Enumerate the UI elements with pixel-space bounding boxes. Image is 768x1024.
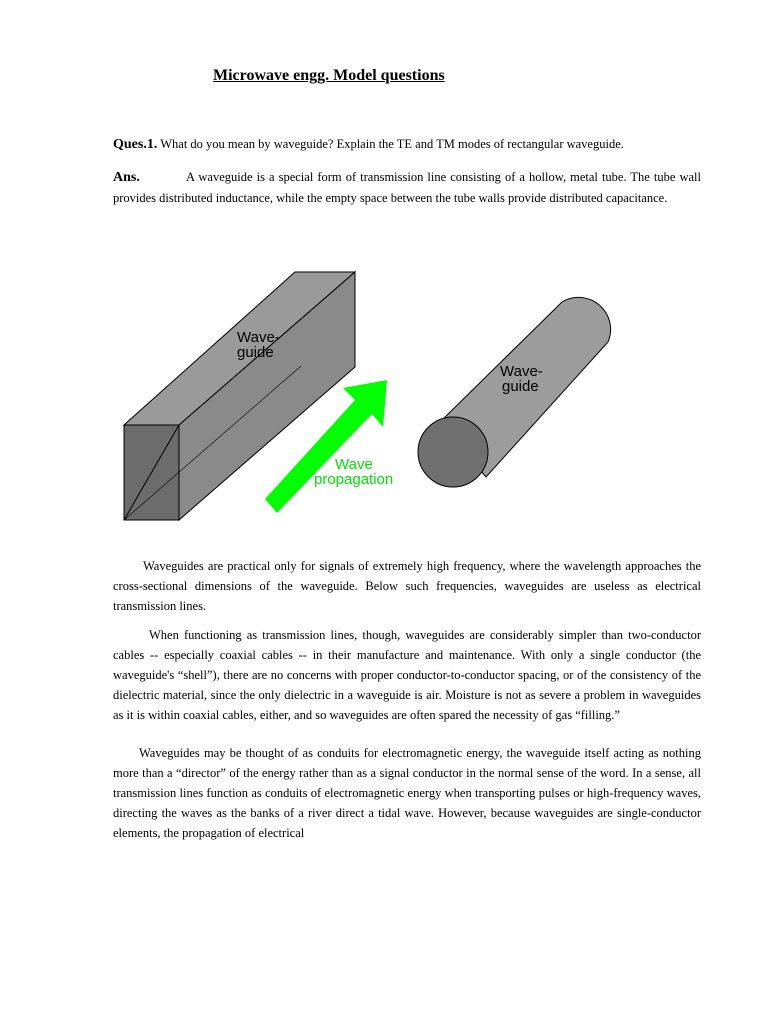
answer-1 bbox=[113, 167, 701, 208]
answer-text: A waveguide is a special form of transmission line consisting of a hollow, metal tube. The tube wall provides distributed inductance, while the empty space between the tube walls provide distributed capacitance. bbox=[113, 170, 701, 205]
arrow-label-line2: propagation bbox=[314, 471, 394, 488]
circ-waveguide-end bbox=[418, 417, 488, 487]
waveguide-figure bbox=[110, 262, 630, 524]
rect-waveguide-label-line2: guide bbox=[237, 344, 274, 361]
paragraph-1: Waveguides are practical only for signals of extremely high frequency, where the wavelength approaches the cross-sectional dimensions of the waveguide. Below such frequencies, waveguides are useless as electrical transmission lines. bbox=[113, 559, 701, 613]
answer-label: Ans. bbox=[113, 170, 140, 185]
rect-waveguide-label-line1: Wave- bbox=[237, 329, 280, 346]
arrow-label-line1: Wave bbox=[335, 456, 373, 473]
circular-waveguide bbox=[418, 297, 611, 487]
paragraph-2: When functioning as transmission lines, though, waveguides are considerably simpler than two-conductor cables -- especially coaxial cables -- in their manufacture and maintenance. With only a single conductor (the waveguide's “shell”), there are no concerns with proper conductor-to-conductor spacing, or of the consistency of the dielectric material, since the only dielectric in a waveguide is air. Moisture is not as severe a problem in waveguides as it is within coaxial cables, either, and so waveguides are often spared the necessity of gas “filling.” bbox=[113, 628, 701, 722]
circ-waveguide-label-line1: Wave- bbox=[500, 363, 543, 380]
paragraph-3: Waveguides may be thought of as conduits for electromagnetic energy, the waveguide itself acting as nothing more than a “director” of the energy rather than as a signal conductor in the normal sense of the word. In a sense, all transmission lines function as conduits of electromagnetic energy when transporting pulses or high-frequency waves, directing the waves as the banks of a river direct a tidal wave. However, because waveguides are single-conductor elements, the propagation of electrical bbox=[113, 746, 701, 840]
question-1 bbox=[113, 135, 713, 154]
circ-waveguide-label-line2: guide bbox=[502, 378, 539, 395]
page-title: Microwave engg. Model questions bbox=[213, 67, 445, 84]
question-label: Ques.1. bbox=[113, 137, 158, 152]
question-text: What do you mean by waveguide? Explain the TE and TM modes of rectangular waveguide. bbox=[157, 137, 624, 151]
